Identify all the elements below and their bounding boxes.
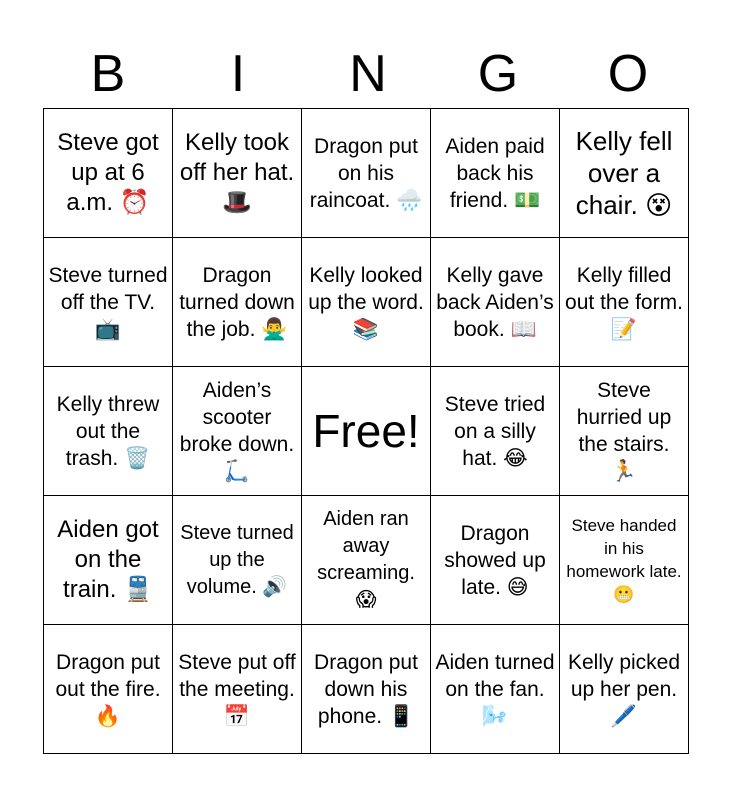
bingo-row bbox=[44, 625, 689, 754]
cell-text: Kelly took off her hat. 🎩 bbox=[179, 129, 295, 216]
cell-text: Kelly picked up her pen. 🖊️ bbox=[567, 650, 681, 728]
bingo-row bbox=[44, 109, 689, 238]
cell-text: Steve tried on a silly hat. 😂 bbox=[444, 392, 546, 470]
header-letter-o: O bbox=[607, 45, 649, 103]
header-letter-i: I bbox=[230, 45, 246, 103]
cell-text: Steve got up at 6 a.m. ⏰ bbox=[57, 129, 159, 216]
cell-text: Kelly looked up the word. 📚 bbox=[308, 263, 424, 341]
cell-text: Dragon turned down the job. 🙅‍♂️ bbox=[179, 263, 295, 341]
bingo-cell[interactable] bbox=[44, 625, 173, 754]
bingo-cell[interactable] bbox=[173, 109, 302, 238]
cell-text: Aiden’s scooter broke down. 🛴 bbox=[179, 379, 295, 483]
bingo-header bbox=[43, 40, 693, 108]
bingo-cell[interactable] bbox=[302, 496, 431, 625]
cell-text: Steve handed in his homework late. 😬 bbox=[566, 516, 682, 604]
cell-text: Kelly gave back Aiden’s book. 📖 bbox=[436, 263, 554, 341]
bingo-cell[interactable] bbox=[431, 367, 560, 496]
bingo-cell[interactable] bbox=[431, 238, 560, 367]
bingo-cell[interactable] bbox=[44, 238, 173, 367]
cell-text: Steve turned up the volume. 🔊 bbox=[180, 521, 294, 598]
bingo-cell[interactable] bbox=[173, 625, 302, 754]
cell-text: Steve turned off the TV. 📺 bbox=[48, 263, 168, 341]
bingo-row bbox=[44, 496, 689, 625]
bingo-cell[interactable] bbox=[560, 109, 689, 238]
bingo-cell[interactable] bbox=[431, 625, 560, 754]
cell-text: Aiden turned on the fan. 🌬️ bbox=[435, 650, 555, 728]
cell-text: Kelly filled out the form. 📝 bbox=[565, 263, 683, 341]
cell-text: Dragon showed up late. 😅 bbox=[444, 521, 546, 599]
cell-text: Kelly fell over a chair. 😵 bbox=[575, 126, 673, 220]
bingo-cell[interactable] bbox=[44, 109, 173, 238]
header-letter-g: G bbox=[477, 45, 519, 103]
header-letter-n: N bbox=[349, 45, 387, 103]
bingo-row bbox=[44, 238, 689, 367]
cell-text: Steve hurried up the stairs. 🏃 bbox=[576, 379, 672, 483]
bingo-cell[interactable] bbox=[173, 238, 302, 367]
header-letter-b: B bbox=[90, 45, 126, 103]
cell-text: Dragon put down his phone. 📱 bbox=[314, 650, 418, 728]
bingo-cell[interactable] bbox=[44, 367, 173, 496]
cell-text: Aiden got on the train. 🚆 bbox=[57, 516, 159, 603]
bingo-cell[interactable] bbox=[431, 496, 560, 625]
bingo-cell[interactable] bbox=[302, 238, 431, 367]
bingo-cell[interactable] bbox=[560, 238, 689, 367]
bingo-cell[interactable] bbox=[302, 625, 431, 754]
cell-text: Steve put off the meeting. 📅 bbox=[178, 650, 296, 728]
cell-text: Kelly threw out the trash. 🗑️ bbox=[56, 392, 160, 470]
cell-text: Aiden ran away screaming. 😱 bbox=[317, 508, 415, 611]
bingo-cell[interactable] bbox=[302, 109, 431, 238]
free-cell[interactable] bbox=[302, 367, 431, 496]
bingo-cell[interactable] bbox=[431, 109, 560, 238]
bingo-cell[interactable] bbox=[560, 367, 689, 496]
free-text: Free! bbox=[312, 405, 420, 457]
cell-text: Dragon put out the fire. 🔥 bbox=[55, 650, 161, 728]
bingo-cell[interactable] bbox=[560, 625, 689, 754]
bingo-cell[interactable] bbox=[173, 367, 302, 496]
bingo-cell[interactable] bbox=[560, 496, 689, 625]
cell-text: Aiden paid back his friend. 💵 bbox=[445, 134, 545, 212]
cell-text: Dragon put on his raincoat. 🌧️ bbox=[309, 134, 423, 212]
bingo-row bbox=[44, 367, 689, 496]
bingo-cell[interactable] bbox=[173, 496, 302, 625]
bingo-card bbox=[43, 108, 689, 754]
bingo-cell[interactable] bbox=[44, 496, 173, 625]
